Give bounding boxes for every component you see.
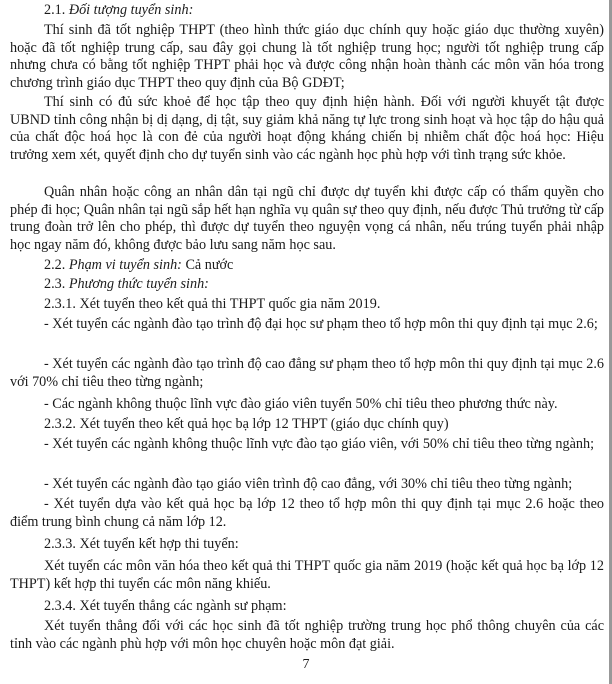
page-number: 7 bbox=[302, 657, 310, 672]
section-2-3-heading bbox=[44, 276, 612, 294]
section-2-2-heading bbox=[44, 257, 612, 275]
method-2-3-2-heading: 2.3.2. Xét tuyển theo kết quả học bạ lớp 12 THPT (giáo dục chính quy) bbox=[44, 416, 449, 432]
method-2-3-2-item-3: - Xét tuyển dựa vào kết quả học bạ lớp 12 theo tổ hợp môn thi quy định tại mục 2.6 hoặc theo điểm trung bình chung cả năm lớp 12. bbox=[10, 496, 604, 530]
method-2-3-1-item-1: - Xét tuyển các ngành đào tạo trình độ đại học sư phạm theo tổ hợp môn thi quy định tại mục 2.6; bbox=[44, 316, 598, 332]
section-2-3-number: 2.3. bbox=[44, 276, 66, 292]
eligibility-paragraph-1: Thí sinh đã tốt nghiệp THPT (theo hình thức giáo dục chính quy hoặc giáo dục thường xuyên) hoặc đã tốt nghiệp trung cấp, sau đây gọi chung là tốt nghiệp trung học; người tốt nghiệp trung cấp nhưng chưa có bằng tốt nghiệp THPT phải học và được công nhận hoàn thành các môn văn hóa trong chương trình giáo dục THPT theo quy định của Bộ GDĐT; bbox=[10, 22, 604, 91]
method-2-3-3-text: Xét tuyển các môn văn hóa theo kết quả thi THPT quốc gia năm 2019 (hoặc kết quả học bạ lớp 12 THPT) kết hợp thi tuyển các môn năng khiếu. bbox=[10, 558, 604, 592]
section-2-1-heading bbox=[44, 2, 612, 20]
section-2-2-title: Phạm vi tuyển sinh: bbox=[68, 257, 182, 273]
method-2-3-2-item-1: - Xét tuyển các ngành không thuộc lĩnh vực đào tạo giáo viên, với 50% chỉ tiêu theo từng ngành; bbox=[44, 436, 595, 452]
method-2-3-4-text: Xét tuyển thẳng đối với các học sinh đã tốt nghiệp trường trung học phổ thông chuyên của các tỉnh vào các ngành phù hợp với môn học chuyên hoặc môn đạt giải. bbox=[10, 618, 604, 652]
section-2-3-title: Phương thức tuyển sinh: bbox=[68, 276, 209, 292]
section-2-2-number: 2.2. bbox=[44, 257, 66, 273]
section-2-2-value: Cả nước bbox=[185, 257, 234, 273]
method-2-3-3-heading: 2.3.3. Xét tuyển kết hợp thi tuyển: bbox=[44, 536, 239, 552]
section-2-1-number: 2.1. bbox=[44, 2, 66, 18]
method-2-3-1-item-2: - Xét tuyển các ngành đào tạo trình độ cao đẳng sư phạm theo tổ hợp môn thi quy định tại mục 2.6 với 70% chỉ tiêu theo từng ngành; bbox=[10, 356, 604, 390]
method-2-3-4-heading: 2.3.4. Xét tuyển thẳng các ngành sư phạm: bbox=[44, 598, 287, 614]
method-2-3-1-heading: 2.3.1. Xét tuyển theo kết quả thi THPT quốc gia năm 2019. bbox=[44, 296, 381, 312]
eligibility-paragraph-2: Thí sinh có đủ sức khoẻ để học tập theo quy định hiện hành. Đối với người khuyết tật được UBND tỉnh công nhận bị dị dạng, dị tật, suy giảm khả năng tự lực trong sinh hoạt và học tập do hậu quả của chất độc hoá học là con đẻ của người hoạt động kháng chiến bị nhiễm chất độc hoá học: Hiệu trưởng xem xét, quyết định cho dự tuyển sinh vào các ngành học phù hợp với tình trạng sức khỏe. bbox=[10, 94, 604, 163]
eligibility-paragraph-3: Quân nhân hoặc công an nhân dân tại ngũ chỉ được dự tuyển khi được cấp có thẩm quyền cho phép đi học; Quân nhân tại ngũ sắp hết hạn nghĩa vụ quân sự theo quy định, nếu được Thủ trưởng từ cấp trung đoàn trở lên cho phép, thì được dự tuyển theo nguyện vọng cá nhân, nếu trúng tuyển phải nhập học ngay năm đó, không được bảo lưu sang năm học sau. bbox=[10, 184, 604, 253]
section-2-1-title: Đối tượng tuyển sinh: bbox=[68, 2, 194, 18]
method-2-3-1-item-3: - Các ngành không thuộc lĩnh vực đào giáo viên tuyển 50% chỉ tiêu theo phương thức này. bbox=[44, 396, 558, 412]
method-2-3-2-item-2: - Xét tuyển các ngành đào tạo giáo viên trình độ cao đẳng, với 30% chỉ tiêu theo từng ngành; bbox=[44, 476, 573, 492]
